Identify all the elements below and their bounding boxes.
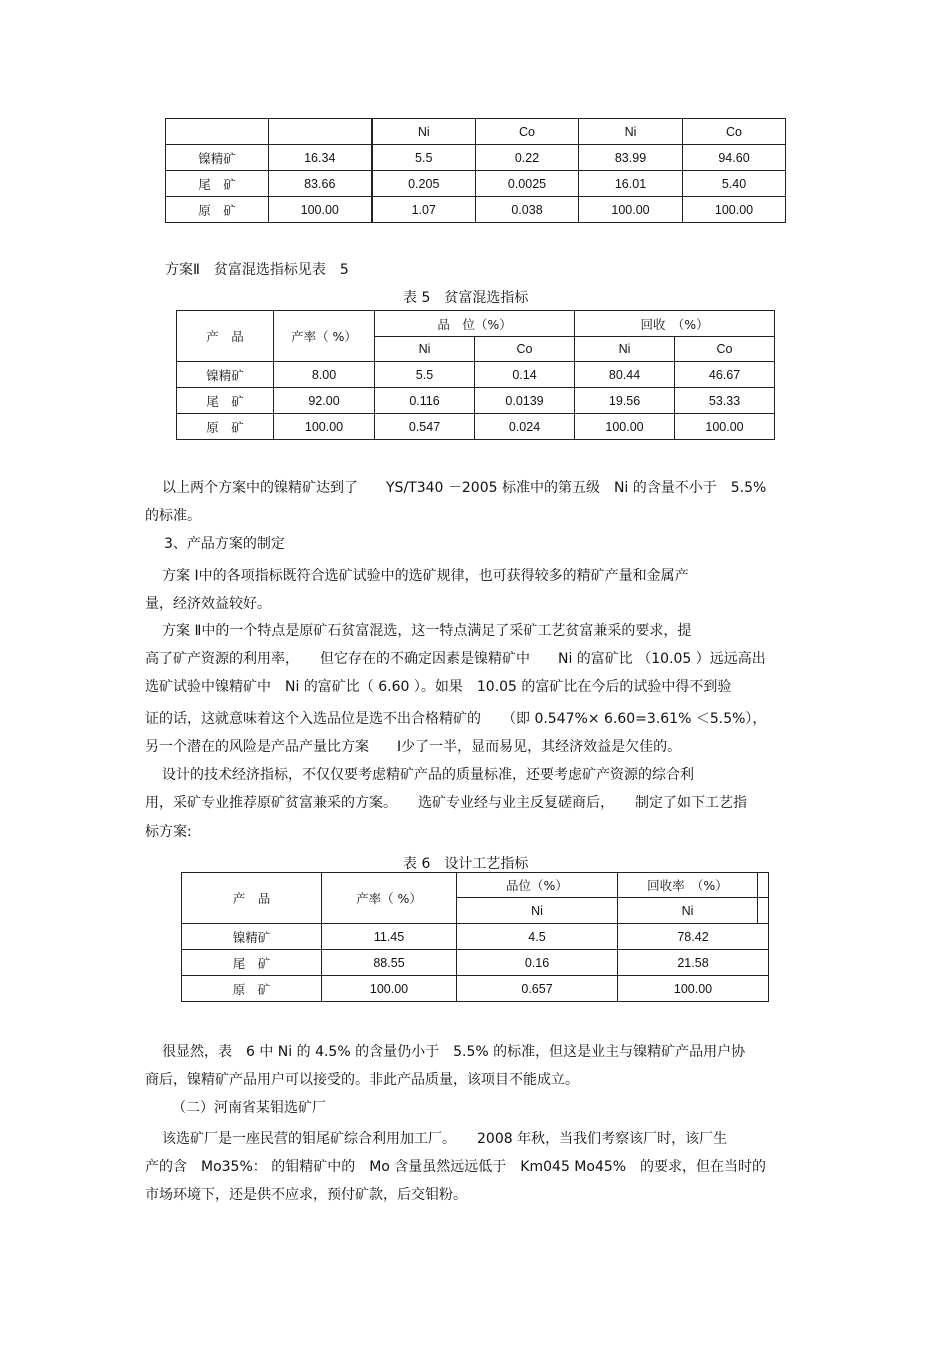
table-cell: 100.00	[675, 414, 775, 440]
paragraph-line: 以上两个方案中的镍精矿达到了 YS/T340 －2005 标准中的第五级 Ni 的含量不小于 5.5%	[162, 480, 767, 496]
table-cell: 100.00	[579, 197, 683, 223]
paragraph-line: 量，经济效益较好。	[145, 596, 271, 612]
table-cell: 0.657	[457, 976, 618, 1002]
table-6-caption: 表 6 设计工艺指标	[403, 856, 529, 872]
header-grade: 品 位（%）	[375, 311, 575, 337]
paragraph-line: 的标准。	[145, 508, 201, 524]
table-cell: 46.67	[675, 362, 775, 388]
header-sub: Co	[675, 337, 775, 362]
table-cell: Ni	[372, 119, 476, 145]
table-cell: 5.5	[375, 362, 475, 388]
table-cell: 尾 矿	[166, 171, 269, 197]
paragraph-line: 方案 Ⅱ中的一个特点是原矿石贫富混选，这一特点满足了采矿工艺贫富兼采的要求，提	[162, 623, 692, 639]
header-recovery: 回收率 （%）	[618, 873, 758, 898]
table-cell: 100.00	[274, 414, 375, 440]
table-cell: 100.00	[618, 976, 769, 1002]
header-yield: 产率（ %）	[322, 873, 457, 924]
table-cell: 0.14	[475, 362, 575, 388]
table-cell: 0.205	[372, 171, 476, 197]
table-cell: 88.55	[322, 950, 457, 976]
table-row	[177, 362, 775, 388]
table-4	[165, 118, 786, 223]
paragraph-line: 用，采矿专业推荐原矿贫富兼采的方案。 选矿专业经与业主反复磋商后， 制定了如下工艺指	[145, 795, 747, 811]
table-cell: 19.56	[575, 388, 675, 414]
header-sub: Ni	[457, 898, 618, 924]
table-cell	[166, 119, 269, 145]
paragraph-line: 方案 Ⅰ中的各项指标既符合选矿试验中的选矿规律，也可获得较多的精矿产量和金属产	[162, 568, 689, 584]
table-cell: 83.99	[579, 145, 683, 171]
table-row	[166, 171, 786, 197]
table-cell: Co	[476, 119, 579, 145]
header-product: 产 品	[182, 873, 322, 924]
table-cell: 镍精矿	[182, 924, 322, 950]
paragraph-line: 商后，镍精矿产品用户可以接受的。非此产品质量，该项目不能成立。	[145, 1072, 579, 1088]
table-cell: 5.40	[683, 171, 786, 197]
paragraph-line: 另一个潜在的风险是产品产量比方案 Ⅰ少了一半，显而易见，其经济效益是欠佳的。	[145, 739, 682, 755]
table-row	[166, 145, 786, 171]
table-row	[166, 197, 786, 223]
table-cell: 5.5	[372, 145, 476, 171]
table-cell: 1.07	[372, 197, 476, 223]
table-cell: 16.34	[269, 145, 372, 171]
paragraph-line: 选矿试验中镍精矿中 Ni 的富矿比（ 6.60 ）。如果 10.05 的富矿比在今后的试验中得不到验	[145, 679, 732, 695]
table-cell: 0.22	[476, 145, 579, 171]
paragraph-line: 该选矿厂是一座民营的钼尾矿综合利用加工厂。 2008 年秋，当我们考察该厂时，该厂生	[162, 1131, 728, 1147]
paragraph-line: 证的话，这就意味着这个入选品位是选不出合格精矿的 （即 0.547%× 6.60=3.61% ＜5.5%），	[145, 711, 767, 727]
header-sub: Co	[475, 337, 575, 362]
table-cell: 0.0139	[475, 388, 575, 414]
table-cell: 92.00	[274, 388, 375, 414]
header-grade: 品位（%）	[457, 873, 618, 898]
table-cell: 80.44	[575, 362, 675, 388]
paragraph-line: 设计的技术经济指标，不仅仅要考虑精矿产品的质量标准，还要考虑矿产资源的综合利	[162, 767, 694, 783]
header-yield: 产率（ %）	[274, 311, 375, 362]
table-4-header	[166, 119, 786, 145]
header-sub: Ni	[575, 337, 675, 362]
header-product: 产 品	[177, 311, 274, 362]
table-6	[181, 872, 769, 1002]
table-cell: 原 矿	[182, 976, 322, 1002]
table-cell	[758, 873, 769, 898]
table-cell: 83.66	[269, 171, 372, 197]
table-cell: 53.33	[675, 388, 775, 414]
table-cell	[269, 119, 372, 145]
table-cell: 4.5	[457, 924, 618, 950]
table-row	[182, 976, 769, 1002]
table-5	[176, 310, 775, 440]
table-cell: 11.45	[322, 924, 457, 950]
section-heading: （二）河南省某钼选矿厂	[172, 1100, 326, 1116]
paragraph-line: 产的含 Mo35%： 的钼精矿中的 Mo 含量虽然远远低于 Km045 Mo45% 的要求，但在当时的	[145, 1159, 767, 1175]
table-cell: 镍精矿	[166, 145, 269, 171]
scheme-2-text: 方案Ⅱ 贫富混选指标见表 5	[165, 262, 349, 278]
table-cell: 100.00	[322, 976, 457, 1002]
table-cell	[758, 898, 769, 924]
table-cell: 0.0025	[476, 171, 579, 197]
table-cell: 0.038	[476, 197, 579, 223]
table-cell: Ni	[579, 119, 683, 145]
table-cell: 94.60	[683, 145, 786, 171]
header-sub: Ni	[618, 898, 758, 924]
header-recovery: 回收 （%）	[575, 311, 775, 337]
section-heading: 3、产品方案的制定	[164, 536, 285, 552]
paragraph-line: 市场环境下，还是供不应求，预付矿款，后交钼粉。	[145, 1187, 467, 1203]
table-cell: 16.01	[579, 171, 683, 197]
table-row	[177, 388, 775, 414]
paragraph-line: 标方案:	[145, 824, 192, 840]
table-cell: Co	[683, 119, 786, 145]
table-row	[182, 924, 769, 950]
table-cell: 78.42	[618, 924, 769, 950]
paragraph-line: 很显然，表 6 中 Ni 的 4.5% 的含量仍小于 5.5% 的标准，但这是业主与镍精矿产品用户协	[162, 1044, 746, 1060]
paragraph-line: 高了矿产资源的利用率， 但它存在的不确定因素是镍精矿中 Ni 的富矿比 （10.05 ）远远高出	[145, 651, 766, 667]
table-cell: 原 矿	[166, 197, 269, 223]
header-sub: Ni	[375, 337, 475, 362]
table-cell: 0.024	[475, 414, 575, 440]
table-cell: 100.00	[575, 414, 675, 440]
table-cell: 0.16	[457, 950, 618, 976]
table-cell: 8.00	[274, 362, 375, 388]
table-cell: 原 矿	[177, 414, 274, 440]
table-cell: 0.116	[375, 388, 475, 414]
table-5-caption: 表 5 贫富混选指标	[403, 290, 529, 306]
table-cell: 0.547	[375, 414, 475, 440]
table-row	[177, 414, 775, 440]
table-cell: 100.00	[683, 197, 786, 223]
table-cell: 尾 矿	[177, 388, 274, 414]
table-cell: 100.00	[269, 197, 372, 223]
table-cell: 21.58	[618, 950, 769, 976]
table-cell: 镍精矿	[177, 362, 274, 388]
table-cell: 尾 矿	[182, 950, 322, 976]
table-row	[182, 950, 769, 976]
